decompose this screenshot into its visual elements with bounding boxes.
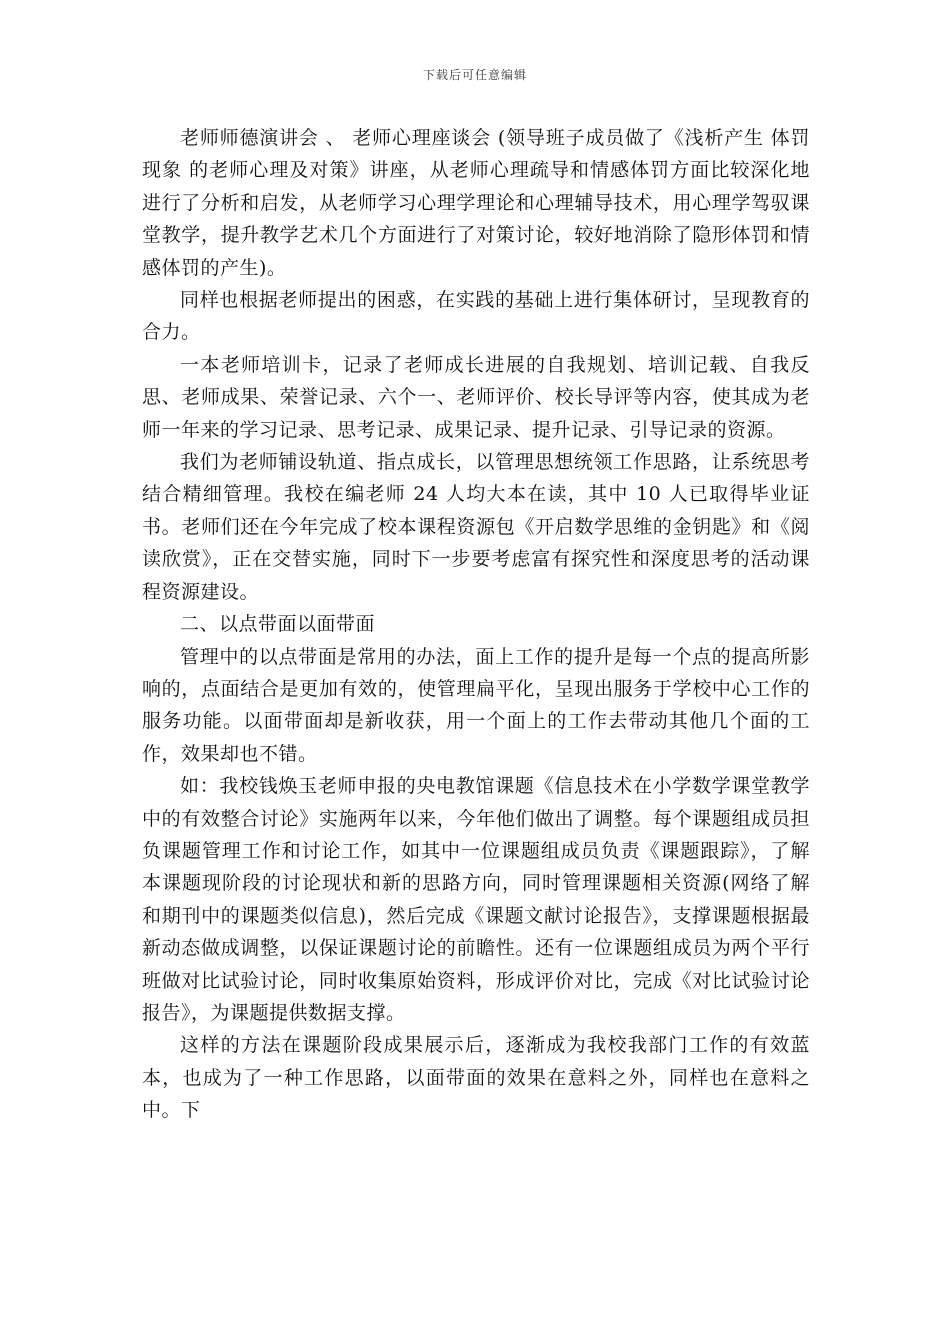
paragraph: 老师师德演讲会 、 老师心理座谈会 (领导班子成员做了《浅析产生 体罚现象 的老师心理及对策》讲座，从老师心理疏导和情感体罚方面比较深化地进行了分析和启发，从老师学习心理学理论和心理辅导技术，用心理学驾驭课堂教学，提升教学艺术几个方面进行了对策讨论，较好地消除了隐形体罚和情感体罚的产生)。 (142, 127, 810, 279)
section-heading: 二、以点带面以面带面 (180, 613, 376, 636)
document-body (142, 122, 810, 1127)
paragraph: 一本老师培训卡，记录了老师成长进展的自我规划、培训记载、自我反思、老师成果、荣誉记录、六个一、老师评价、校长导评等内容，使其成为老师一年来的学习记录、思考记录、成果记录、提升记录、引导记录的资源。 (142, 353, 810, 441)
paragraph: 管理中的以点带面是常用的办法，面上工作的提升是每一个点的提高所影响的，点面结合是更加有效的，使管理扁平化，呈现出服务于学校中心工作的服务功能。以面带面却是新收获，用一个面上的工作去带动其他几个面的工作，效果却也不错。 (142, 645, 810, 765)
paragraph: 我们为老师铺设轨道、指点成长，以管理思想统领工作思路，让系统思考结合精细管理。我校在编老师 24 人均大本在读，其中 10 人已取得毕业证书。老师们还在今年完成了校本课程资源包《开启数学思维的金钥匙》和《阅读欣赏》，正在交替实施，同时下一步要考虑富有探究性和深度思考的活动课程资源建设。 (142, 451, 810, 603)
paragraph: 这样的方法在课题阶段成果展示后，逐渐成为我校我部门工作的有效蓝本，也成为了一种工作思路，以面带面的效果在意料之外，同样也在意料之中。下 (142, 1034, 810, 1122)
paragraph: 如：我校钱焕玉老师申报的央电教馆课题《信息技术在小学数学课堂教学中的有效整合讨论》实施两年以来，今年他们做出了调整。每个课题组成员担负课题管理工作和讨论工作，如其中一位课题组成员负责《课题跟踪》，了解本课题现阶段的讨论现状和新的思路方向，同时管理课题相关资源(网络了解和期刊中的课题类似信息)，然后完成《课题文献讨论报告》，支撑课题根据最新动态做成调整，以保证课题讨论的前瞻性。还有一位课题组成员为两个平行班做对比试验讨论，同时收集原始资料，形成评价对比，完成《对比试验讨论报告》，为课题提供数据支撑。 (142, 775, 810, 1024)
paragraph: 同样也根据老师提出的困惑，在实践的基础上进行集体研讨，呈现教育的合力。 (142, 289, 810, 344)
page-header-note: 下载后可任意编辑 (422, 68, 527, 82)
